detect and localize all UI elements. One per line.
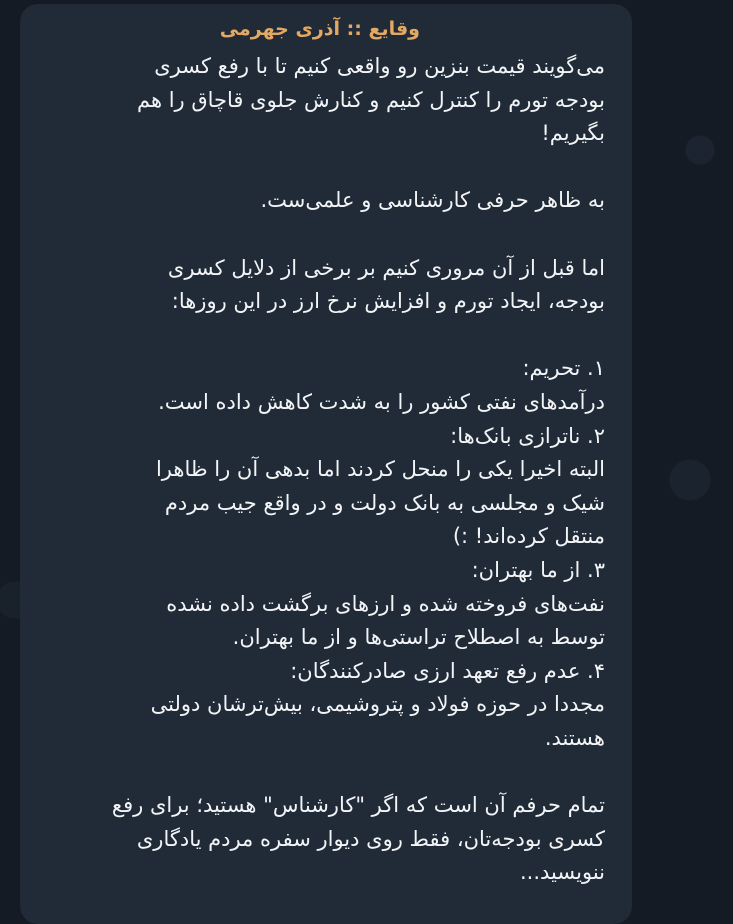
message-line: ننویسید... [520, 860, 605, 885]
message-line [30, 755, 605, 789]
message-author[interactable]: وقایع :: آذری جهرمی [219, 18, 420, 40]
message-line: هستند. [544, 725, 605, 750]
message-line: البته اخیرا یکی را منحل کردند اما بدهی آن را ظاهرا [155, 457, 605, 482]
message-line: منتقل کرده‌اند! :) [452, 524, 605, 549]
message-line [30, 319, 605, 353]
message-line: بودجه تورم را کنترل کنیم و کنارش جلوی قاچاق را هم [136, 87, 605, 112]
message-line: توسط به اصطلاح تراستی‌ها و از ما بهتران. [232, 625, 605, 650]
message-line: اما قبل از آن مروری کنیم بر برخی از دلایل کسری [167, 255, 605, 280]
message-line: بگیریم! [541, 121, 605, 146]
message-line: نفت‌های فروخته شده و ارزهای برگشت داده نشده [166, 591, 605, 616]
message-line: شیک و مجلسی به بانک دولت و در واقع جیب مردم [164, 490, 605, 515]
message-line: درآمدهای نفتی کشور را به شدت کاهش داده است. [158, 389, 605, 414]
message-line: ۳. از ما بهتران: [471, 557, 605, 582]
message-line [30, 218, 605, 252]
message-line [30, 151, 605, 185]
message-line: تمام حرفم آن است که اگر "کارشناس" هستید؛ برای رفع [111, 793, 605, 818]
message-text [30, 50, 605, 890]
message-line: بودجه، ایجاد تورم و افزایش نرخ ارز در این روزها: [171, 289, 605, 314]
message-line: کسری بودجه‌تان، فقط روی دیوار سفره مردم یادگاری [136, 826, 605, 851]
message-line: مجددا در حوزه فولاد و پتروشیمی، بیش‌ترشان دولتی [150, 692, 605, 717]
message-line: ۱. تحریم: [522, 356, 605, 381]
message-line: به ظاهر حرفی کارشناسی و علمی‌ست. [260, 188, 605, 213]
message-line: ۴. عدم رفع تعهد ارزی صادرکنندگان: [290, 658, 605, 683]
message-line: ۲. ناترازی بانک‌ها: [450, 423, 605, 448]
message-line: می‌گویند قیمت بنزین رو واقعی کنیم تا با رفع کسری [154, 54, 605, 78]
